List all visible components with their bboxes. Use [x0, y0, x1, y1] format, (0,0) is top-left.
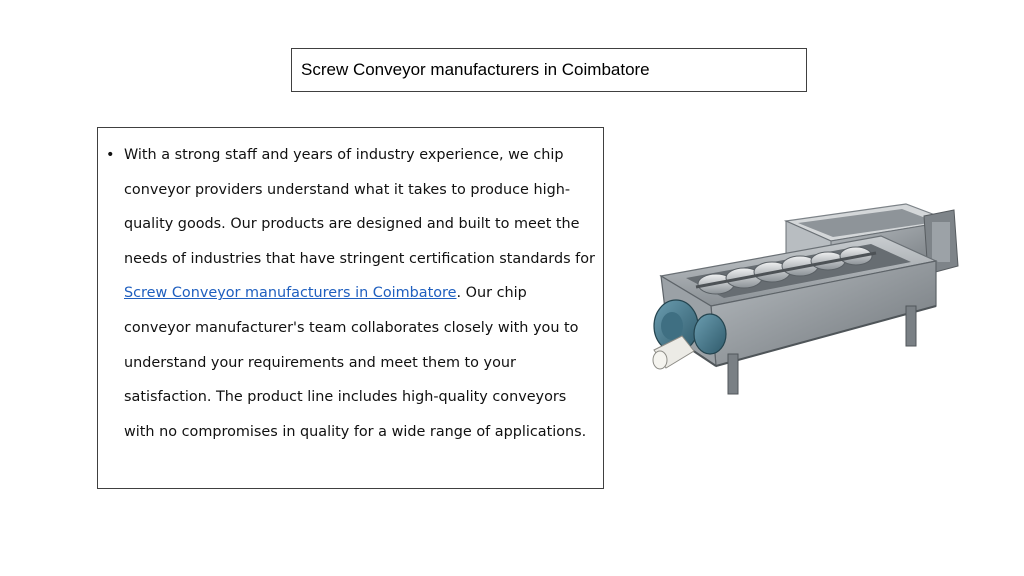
screw-conveyor-image: [636, 166, 966, 416]
body-text-box: [97, 127, 604, 489]
screw-conveyor-link[interactable]: Screw Conveyor manufacturers in Coimbatore: [124, 285, 457, 302]
paragraph-text-after-link: . Our chip conveyor manufacturer's team collaborates closely with you to understand your requirements and meet them to your satisfaction. The product line includes high-quality conveyors with no compromises in quality for a wide range of applications.: [124, 285, 587, 440]
paragraph-text-before-link: With a strong staff and years of industry experience, we chip conveyor providers understand what it takes to produce high-quality goods. Our products are designed and built to meet the needs of industries that have stringent certification standards for: [124, 147, 595, 267]
slide-title: Screw Conveyor manufacturers in Coimbatore: [301, 60, 650, 79]
bullet-paragraph: [106, 138, 595, 449]
bullet-icon: •: [106, 147, 115, 163]
slide-title-box: [291, 48, 807, 92]
